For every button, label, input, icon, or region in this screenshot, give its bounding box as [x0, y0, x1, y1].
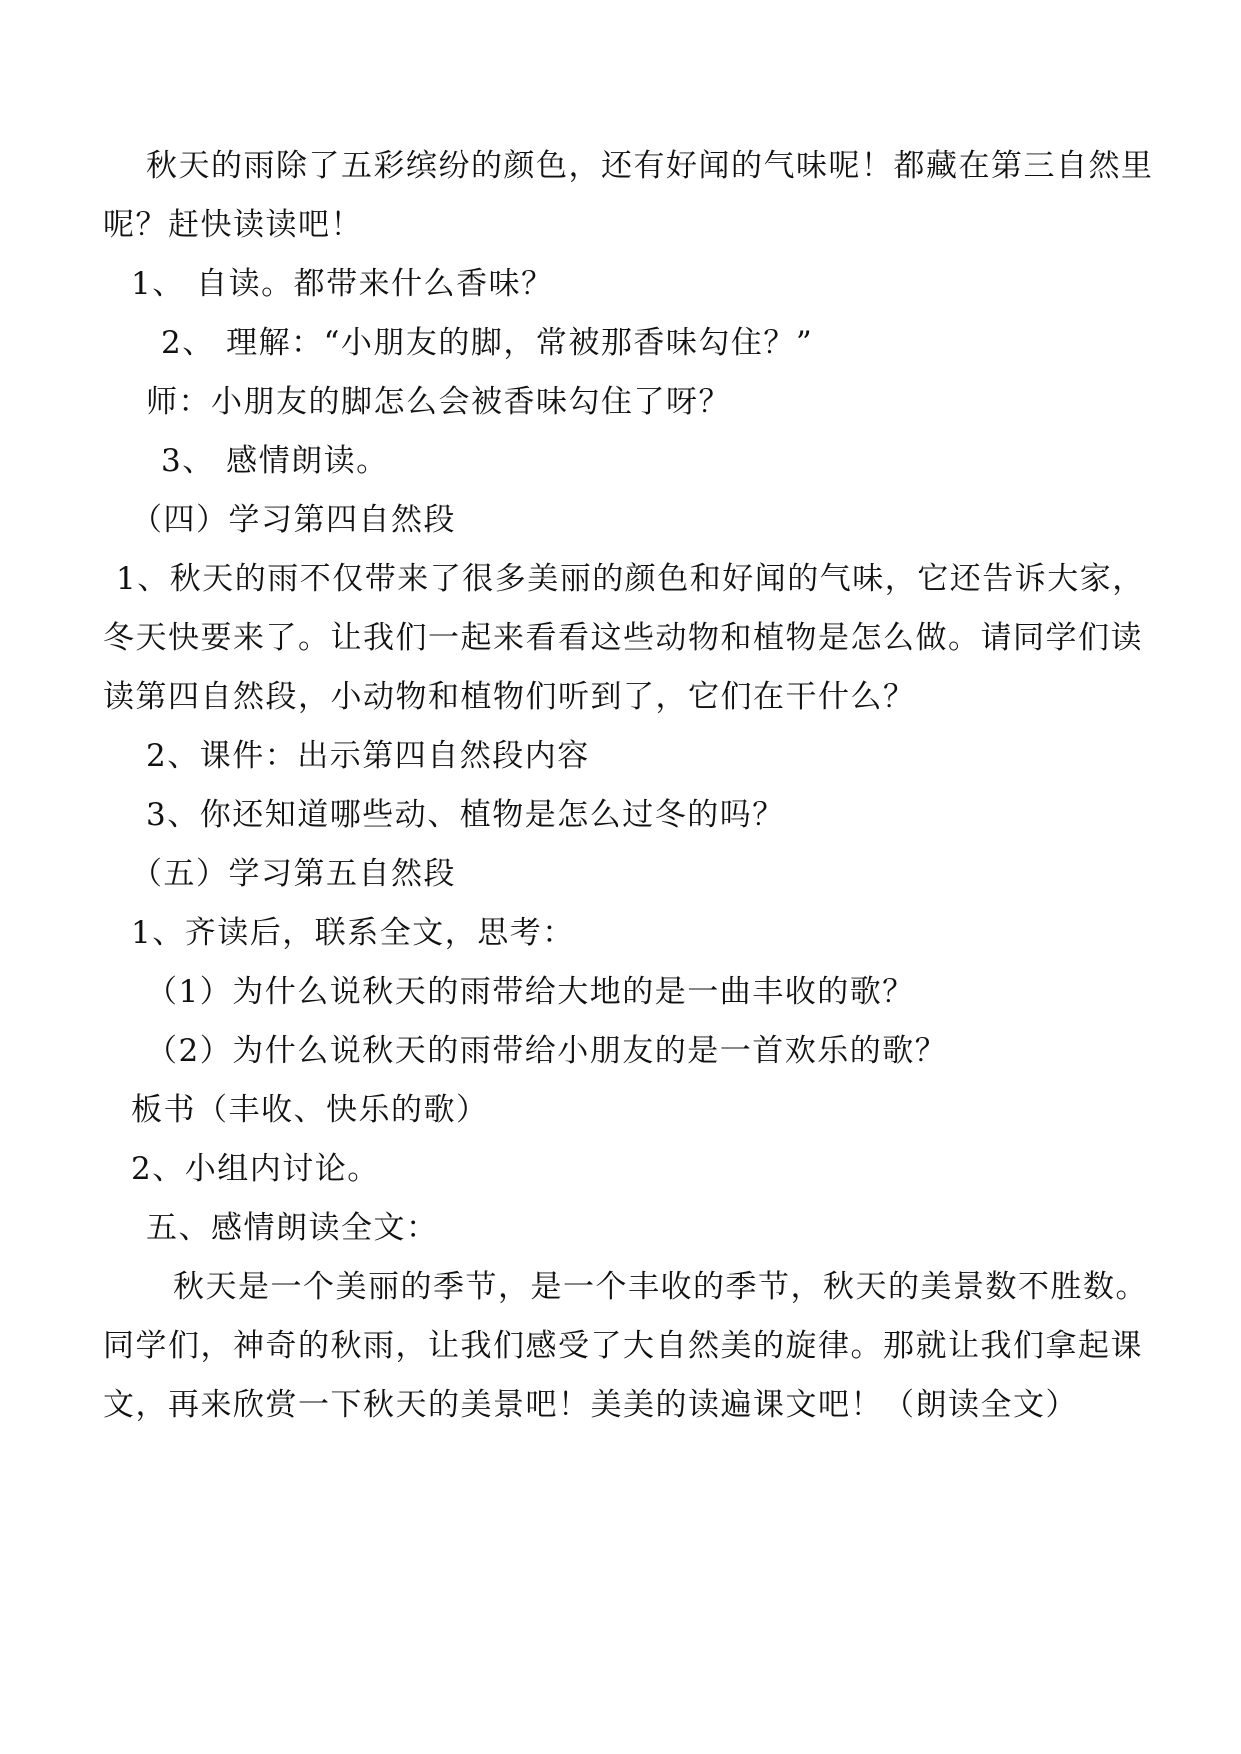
list-item: 3、 感情朗读。	[161, 443, 389, 479]
paragraph-line: 冬天快要来了。让我们一起来看看这些动物和植物是怎么做。请同学们读	[103, 620, 1143, 656]
list-item: 2、课件：出示第四自然段内容	[146, 738, 590, 774]
list-item: 1、齐读后，联系全文，思考：	[131, 915, 575, 951]
list-item: 1、秋天的雨不仅带来了很多美丽的颜色和好闻的气味，它还告诉大家，	[116, 561, 1145, 597]
paragraph-line: 同学们，神奇的秋雨，让我们感受了大自然美的旋律。那就让我们拿起课	[103, 1328, 1143, 1364]
paragraph-line: 板书（丰收、快乐的歌）	[131, 1092, 489, 1128]
paragraph-line: 读第四自然段，小动物和植物们听到了，它们在干什么？	[103, 679, 916, 715]
list-item: 2、 理解：“小朋友的脚，常被那香味勾住？”	[161, 325, 814, 361]
list-item: （2）为什么说秋天的雨带给小朋友的是一首欢乐的歌？	[146, 1033, 948, 1069]
paragraph-line: 文，再来欣赏一下秋天的美景吧！美美的读遍课文吧！（朗读全文）	[103, 1387, 1078, 1423]
paragraph-line: 师：小朋友的脚怎么会被香味勾住了呀？	[146, 384, 731, 420]
section-heading: 五、感情朗读全文：	[146, 1210, 439, 1246]
paragraph-line: 秋天的雨除了五彩缤纷的颜色，还有好闻的气味呢！都藏在第三自然里	[146, 148, 1154, 184]
paragraph-line: 呢？赶快读读吧！	[103, 207, 363, 243]
list-item: 1、 自读。都带来什么香味？	[131, 266, 554, 302]
paragraph-line: 秋天是一个美丽的季节，是一个丰收的季节，秋天的美景数不胜数。	[173, 1269, 1148, 1305]
list-item: 3、你还知道哪些动、植物是怎么过冬的吗？	[146, 797, 785, 833]
list-item: （1）为什么说秋天的雨带给大地的是一曲丰收的歌？	[146, 974, 915, 1010]
list-item: 2、小组内讨论。	[131, 1151, 380, 1187]
section-heading: （四）学习第四自然段	[131, 502, 456, 538]
section-heading: （五）学习第五自然段	[131, 856, 456, 892]
